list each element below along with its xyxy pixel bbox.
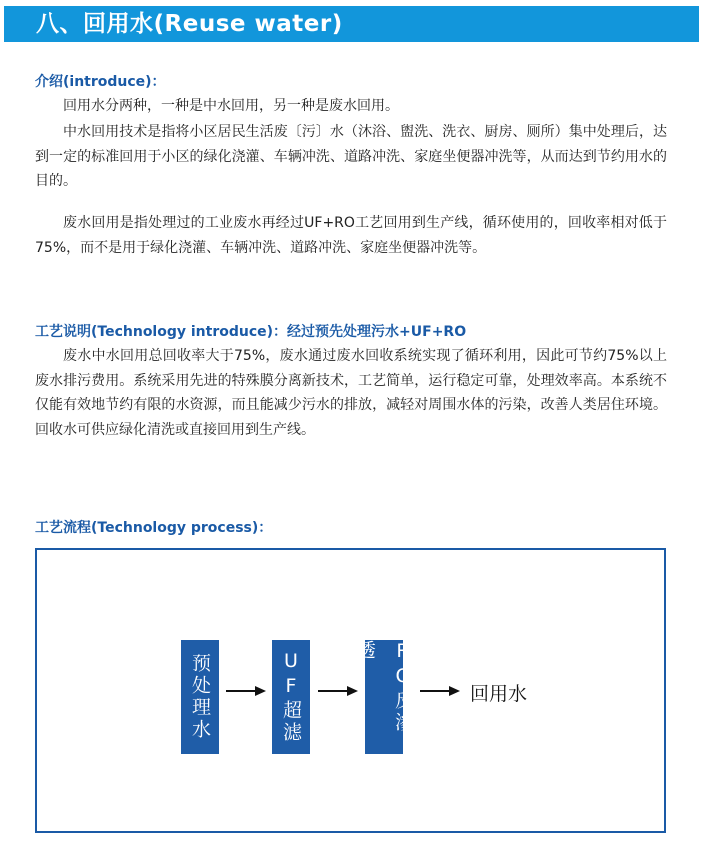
introduce-paragraph-3: 废水回用是指处理过的工业废水再经过UF+RO工艺回用到生产线，循环使用的，回收率相对低于75%，而不是用于绿化浇灌、车辆冲洗、道路冲洗、家庭坐便器冲洗等。	[35, 215, 667, 256]
introduce-paragraph-2: 中水回用技术是指将小区居民生活废〔污〕水（沐浴、盥洗、洗衣、厨房、厕所）集中处理后，达到一定的标准回用于小区的绿化浇灌、车辆冲洗、道路冲洗、家庭坐便器冲洗等，从而达到节约用水的目的。	[35, 124, 667, 189]
technology-introduce-heading: 工艺说明(Technology introduce)：经过预先处理污水+UF+RO	[35, 324, 467, 340]
introduce-paragraph-1: 回用水分两种，一种是中水回用，另一种是废水回用。	[63, 98, 399, 114]
banner-title: 八、回用水(Reuse water)	[36, 11, 343, 37]
technology-process-heading: 工艺流程(Technology process)：	[35, 520, 273, 536]
section-banner	[4, 6, 699, 42]
step-ro-reverse-osmosis: RO反渗透	[365, 640, 403, 754]
arrow-icon	[420, 685, 460, 697]
arrow-icon	[226, 685, 266, 697]
introduce-heading: 介绍(introduce)：	[35, 74, 166, 90]
step-pretreated-water: 预处理水	[181, 640, 219, 754]
step-uf-ultrafiltration: UF超滤	[272, 640, 310, 754]
technology-introduce-paragraph: 废水中水回用总回收率大于75%，废水通过废水回收系统实现了循环利用，因此可节约75%以上废水排污费用。系统采用先进的特殊膜分离新技术，工艺简单，运行稳定可靠，处理效率高。本系统不仅能有效地节约有限的水资源，而且能减少污水的排放，减轻对周围水体的污染，改善人类居住环境。回收水可供应绿化清洗或直接回用到生产线。	[35, 348, 667, 438]
result-reuse-water: 回用水	[470, 683, 528, 705]
